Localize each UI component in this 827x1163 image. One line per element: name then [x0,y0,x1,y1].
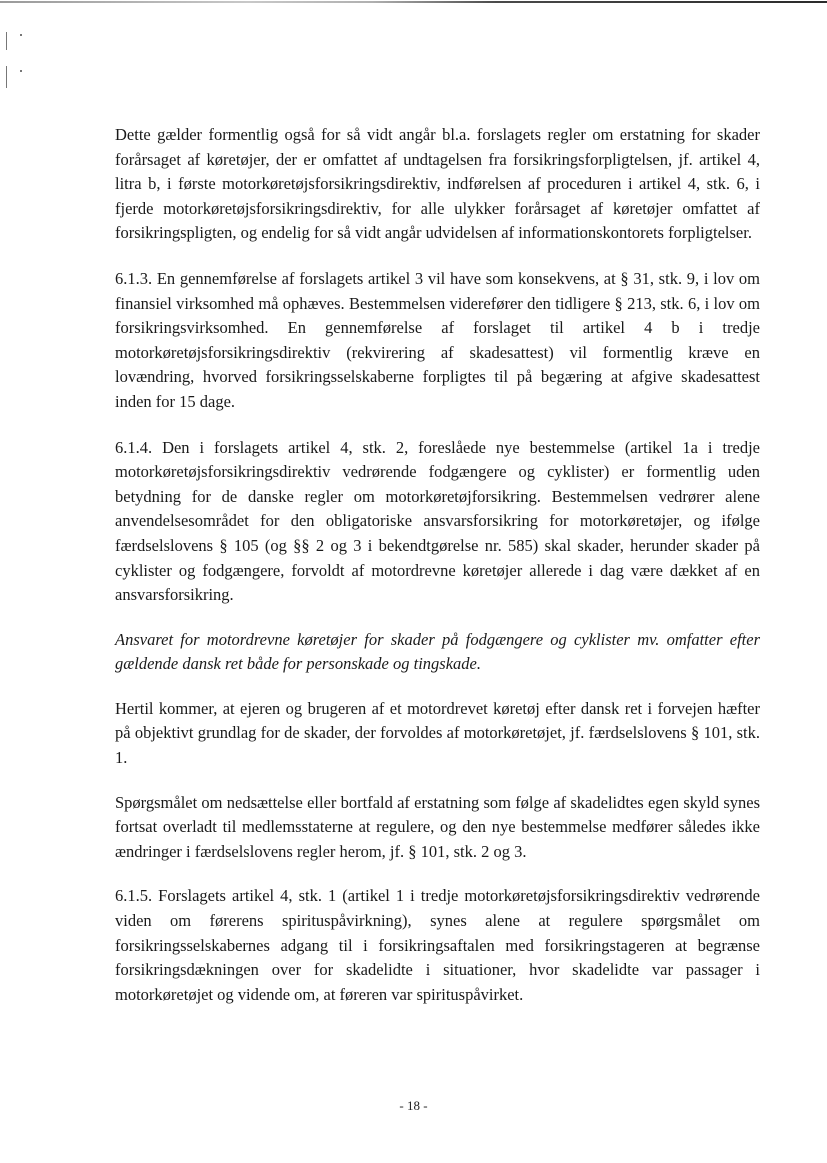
page-body [115,123,760,1007]
scan-mark [20,70,22,72]
paragraph: Dette gælder formentlig også for så vidt angår bl.a. forslagets regler om erstatning for skader forårsaget af køretøjer, der er omfattet af undtagelsen fra forsikringsforpligtelsen, jf. artikel 4, litra b, i første motorkøretøjsforsikringsdirektiv, indførelsen af proceduren i artikel 4, stk. 6, i fjerde motorkøretøjsforsikringsdirektiv, for alle ulykker forårsaget af køretøjer omfattet af forsikringspligten, og endelig for så vidt angår udvidelsen af informationskontorets forpligtelser. [115,125,760,243]
paragraph-6-1-5: 6.1.5. Forslagets artikel 4, stk. 1 (artikel 1 i tredje motorkøretøjsforsikringsdirektiv vedrørende viden om førerens spirituspåvirkning), synes alene at regulere spørgsmålet om forsikringsselskabernes adgang til i forsikringsaftalen med forsikringstageren at begrænse forsikringsdækningen over for skadelidte i situationer, hvor skadelidte var passager i motorkøretøjet og vidende om, at føreren var spirituspåvirket. [115,886,760,1004]
scan-mark [6,32,7,50]
page-number: - 18 - [399,1098,428,1113]
scan-mark [6,66,7,88]
paragraph: Hertil kommer, at ejeren og brugeren af et motordrevet køretøj efter dansk ret i forvejen hæfter på objektivt grundlag for de skader, der forvoldes af motorkøretøjet, jf. færdselslovens § 101, stk. 1. [115,698,760,768]
italic-paragraph: Ansvaret for motordrevne køretøjer for skader på fodgængere og cyklister mv. omfatter efter gældende dansk ret både for personskade og tingskade. [115,629,760,674]
paragraph: Spørgsmålet om nedsættelse eller bortfald af erstatning som følge af skadelidtes egen skyld synes fortsat overladt til medlemsstaterne at regulere, og den nye bestemmelse medfører således ikke ændringer i færdselslovens regler herom, jf. § 101, stk. 2 og 3. [115,792,760,861]
scan-mark [20,34,22,36]
paragraph-6-1-4: 6.1.4. Den i forslagets artikel 4, stk. 2, foreslåede nye bestemmelse (artikel 1a i tredje motorkøretøjsforsikringsdirektiv vedrørende fodgængere og cyklister) er formentlig uden betydning for de danske regler om motorkøretøjforsikring. Bestemmelsen vedrører alene anvendelsesområdet for den obligatoriske ansvarsforsikring for motorkøretøjer, og ifølge færdselslovens § 105 (og §§ 2 og 3 i bekendtgørelse nr. 585) skal skader, herunder skader på cyklister og fodgængere, forvoldt af motordrevne køretøjer allerede i dag være dækket af en ansvarsforsikring. [115,437,760,605]
top-edge-rule [0,1,827,3]
paragraph-6-1-3: 6.1.3. En gennemførelse af forslagets artikel 3 vil have som konsekvens, at § 31, stk. 9, i lov om finansiel virksomhed må ophæves. Bestemmelsen viderefører den tidligere § 213, stk. 6, i lov om forsikringsvirksomhed. En gennemførelse af forslaget til artikel 4 b i tredje motorkøretøjsforsikringsdirektiv (rekvirering af skadesattest) vil formentlig kræve en lovændring, hvorved forsikringsselskaberne forpligtes til på begæring at afgive skadesattest inden for 15 dage. [115,268,760,411]
